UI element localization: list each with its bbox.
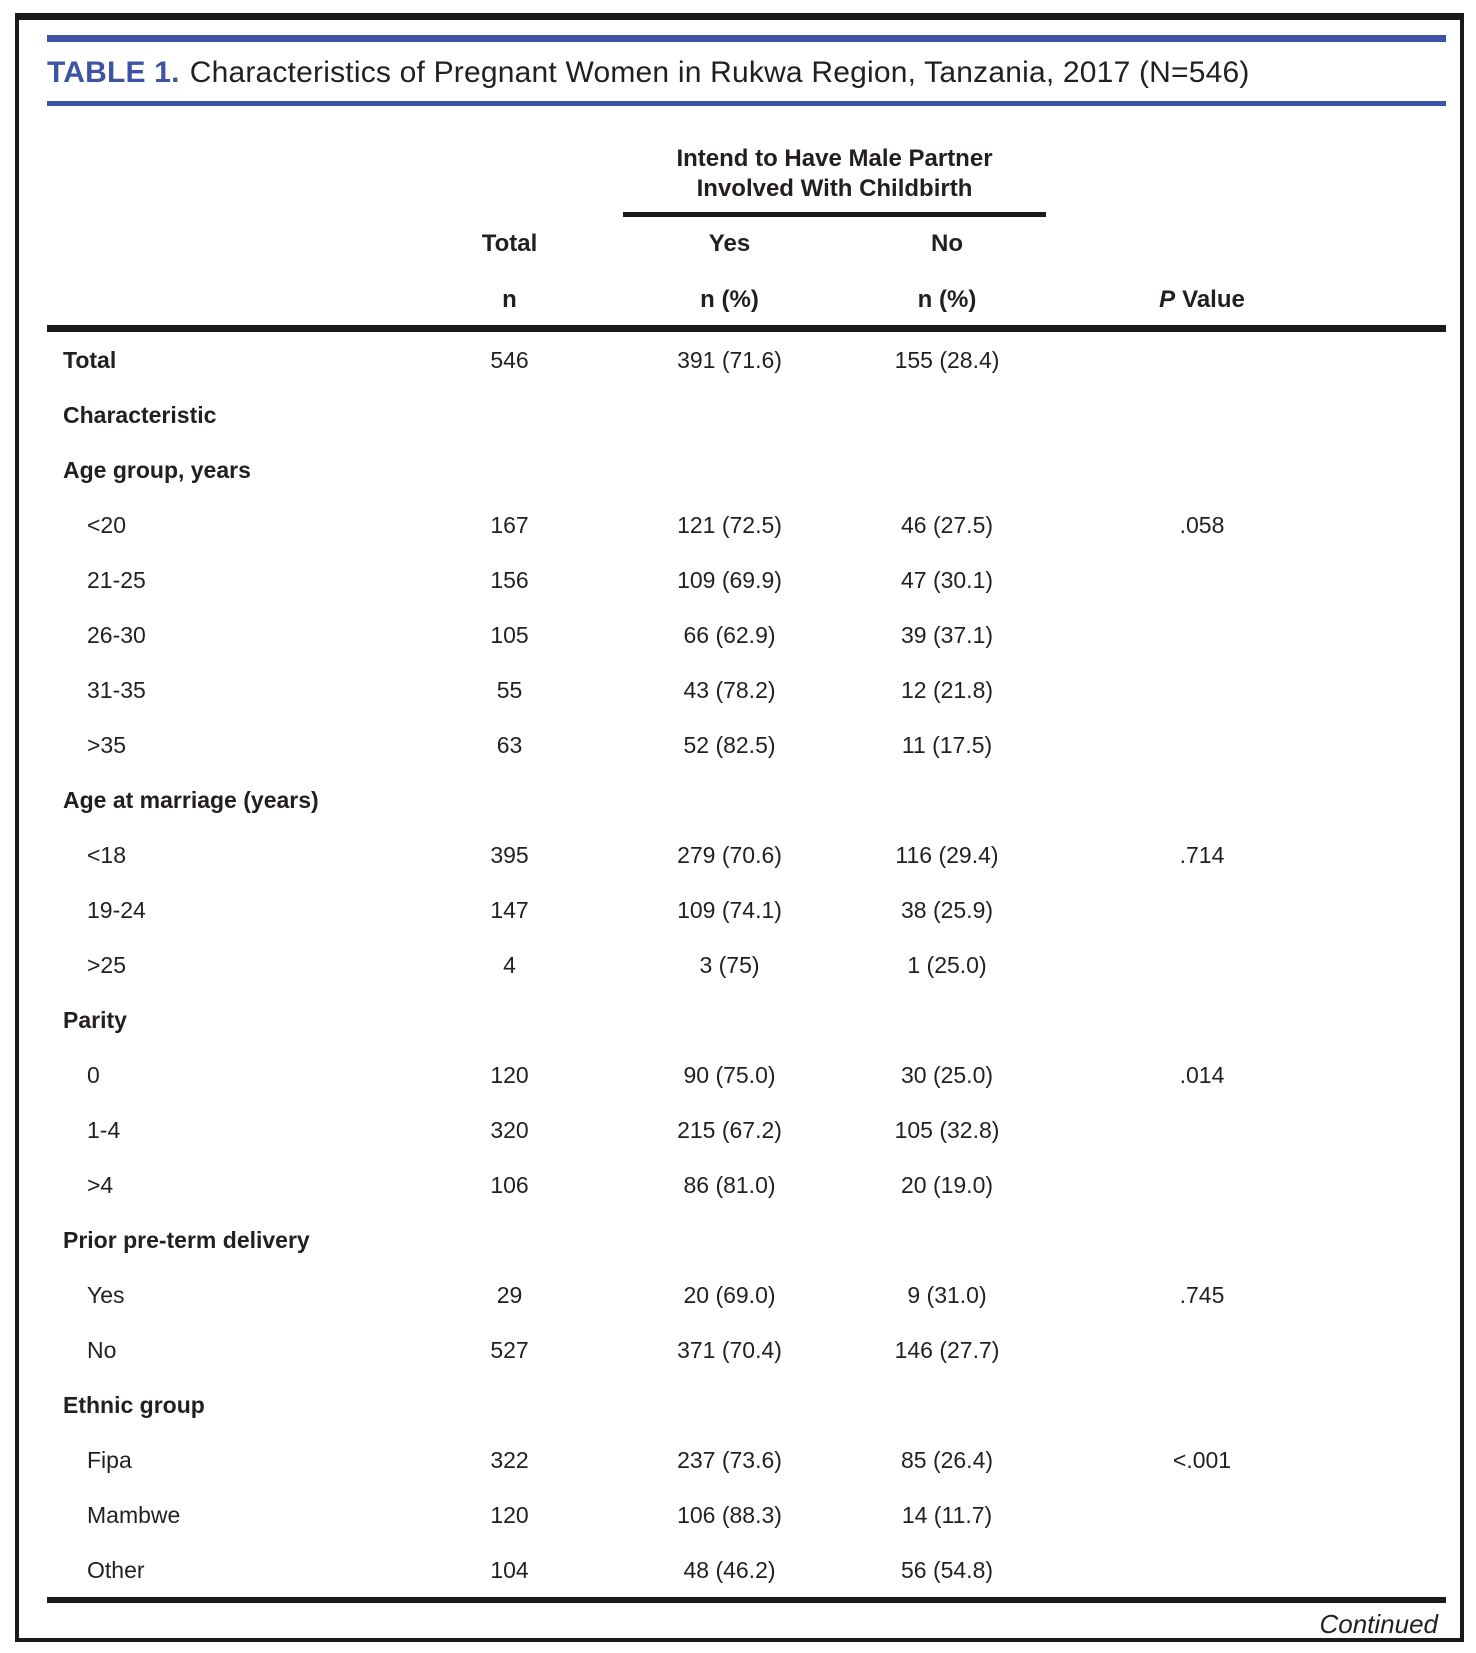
cell-no-n-pct: 116 (29.4) <box>895 841 999 868</box>
table-row <box>47 497 1446 552</box>
cell-yes-n-pct: 66 (62.9) <box>683 621 776 648</box>
cell-total-n: 156 <box>490 566 529 593</box>
cell-total-n: 546 <box>490 346 529 373</box>
table-content <box>19 35 1446 1639</box>
cell-total-n: 120 <box>490 1501 529 1528</box>
header-no: No <box>931 230 963 257</box>
cell-yes-n-pct: 3 (75) <box>699 951 760 978</box>
cell-no-n-pct: 56 (54.8) <box>900 1556 994 1583</box>
row-label: >4 <box>87 1171 114 1198</box>
cell-total-n: 322 <box>490 1446 529 1473</box>
cell-no-n-pct: 20 (19.0) <box>900 1171 994 1198</box>
table-row <box>47 1267 1446 1322</box>
header-total-n: n <box>502 286 517 313</box>
cell-p-value: <.001 <box>1172 1446 1232 1473</box>
table-row <box>47 1047 1446 1102</box>
cell-no-n-pct: 38 (25.9) <box>900 896 994 923</box>
row-label: Yes <box>87 1281 125 1308</box>
cell-total-n: 320 <box>490 1116 529 1143</box>
row-label: 1-4 <box>87 1116 121 1143</box>
cell-no-n-pct: 11 (17.5) <box>901 731 993 758</box>
row-label: Fipa <box>87 1446 132 1473</box>
cell-yes-n-pct: 109 (74.1) <box>677 896 782 923</box>
row-label: Ethnic group <box>63 1391 205 1418</box>
table-bottom-rule <box>47 1597 1446 1603</box>
row-label: >25 <box>87 951 127 978</box>
table-row <box>47 607 1446 662</box>
header-p-value <box>1052 285 1352 315</box>
cell-total-n: 147 <box>490 896 529 923</box>
header-yes: Yes <box>708 230 751 257</box>
cell-yes-n-pct: 106 (88.3) <box>677 1501 782 1528</box>
table-row <box>47 992 1446 1047</box>
row-label: Mambwe <box>87 1501 181 1528</box>
cell-total-n: 395 <box>490 841 529 868</box>
continued-note: Continued <box>1319 1609 1438 1639</box>
cell-no-n-pct: 9 (31.0) <box>907 1281 987 1308</box>
row-label: Total <box>63 346 117 373</box>
cell-total-n: 29 <box>496 1281 523 1308</box>
span-header-line2: Involved With Childbirth <box>696 175 973 202</box>
table-row <box>47 1377 1446 1432</box>
row-label: 26-30 <box>87 621 146 648</box>
cell-p-value: .058 <box>1179 511 1225 538</box>
column-header-row-2 <box>47 285 1446 315</box>
column-header-row-1 <box>47 229 1446 259</box>
header-divider-rule <box>47 325 1446 332</box>
cell-total-n: 55 <box>496 676 523 703</box>
row-label: 21-25 <box>87 566 146 593</box>
table-body <box>47 332 1446 1597</box>
table-row <box>47 772 1446 827</box>
table-card <box>15 13 1464 1642</box>
row-label: <18 <box>87 841 127 868</box>
cell-total-n: 106 <box>490 1171 529 1198</box>
cell-yes-n-pct: 52 (82.5) <box>683 731 776 758</box>
table-title-text: Characteristics of Pregnant Women in Rukwa Region, Tanzania, 2017 (N=546) <box>189 56 1250 89</box>
cell-yes-n-pct: 90 (75.0) <box>683 1061 776 1088</box>
span-header-text <box>617 144 1052 204</box>
table-number-label: TABLE 1. <box>47 56 180 89</box>
cell-yes-n-pct: 391 (71.6) <box>677 346 782 373</box>
table-row <box>47 1212 1446 1267</box>
cell-total-n: 120 <box>490 1061 529 1088</box>
header-total: Total <box>481 230 538 257</box>
table-row <box>47 937 1446 992</box>
table-row <box>47 1102 1446 1157</box>
row-label: >35 <box>87 731 127 758</box>
span-header-rule <box>623 212 1046 217</box>
cell-no-n-pct: 155 (28.4) <box>894 346 1000 373</box>
cell-p-value: .745 <box>1179 1281 1225 1308</box>
cell-yes-n-pct: 43 (78.2) <box>683 676 776 703</box>
cell-yes-n-pct: 279 (70.6) <box>677 841 782 868</box>
cell-no-n-pct: 47 (30.1) <box>900 566 994 593</box>
cell-yes-n-pct: 48 (46.2) <box>683 1556 776 1583</box>
cell-no-n-pct: 146 (27.7) <box>894 1336 1000 1363</box>
cell-total-n: 167 <box>490 511 529 538</box>
table-row <box>47 552 1446 607</box>
row-label: Prior pre-term delivery <box>63 1226 310 1253</box>
row-label: No <box>87 1336 117 1363</box>
cell-no-n-pct: 30 (25.0) <box>900 1061 994 1088</box>
table-row <box>47 827 1446 882</box>
cell-no-n-pct: 12 (21.8) <box>900 676 994 703</box>
table-row <box>47 442 1446 497</box>
cell-total-n: 4 <box>503 951 516 978</box>
table-row <box>47 1432 1446 1487</box>
row-label: <20 <box>87 511 127 538</box>
cell-total-n: 104 <box>490 1556 529 1583</box>
span-header-line1: Intend to Have Male Partner <box>676 145 993 172</box>
span-header-row <box>47 144 1446 217</box>
table-row <box>47 717 1446 772</box>
cell-yes-n-pct: 109 (69.9) <box>677 566 782 593</box>
table-row <box>47 1542 1446 1597</box>
table-row <box>47 332 1446 387</box>
cell-total-n: 105 <box>490 621 529 648</box>
table-row <box>47 1487 1446 1542</box>
row-label: 31-35 <box>87 676 146 703</box>
cell-yes-n-pct: 237 (73.6) <box>677 1446 782 1473</box>
table-row <box>47 882 1446 937</box>
cell-yes-n-pct: 371 (70.4) <box>677 1336 782 1363</box>
row-label: Parity <box>63 1006 127 1033</box>
table-row <box>47 387 1446 442</box>
cell-p-value: .714 <box>1179 841 1225 868</box>
row-label: Other <box>87 1556 145 1583</box>
cell-yes-n-pct: 86 (81.0) <box>683 1171 776 1198</box>
cell-no-n-pct: 39 (37.1) <box>900 621 994 648</box>
header-no-n-pct: n (%) <box>917 286 977 313</box>
cell-yes-n-pct: 121 (72.5) <box>677 511 782 538</box>
span-header-cell <box>617 144 1052 217</box>
title-bottom-rule <box>47 101 1446 106</box>
table-row <box>47 1322 1446 1377</box>
row-label: 19-24 <box>87 896 146 923</box>
header-p-value-rest: Value <box>1182 286 1245 313</box>
row-label: Age group, years <box>63 456 251 483</box>
table-row <box>47 1157 1446 1212</box>
header-p-value-p: P <box>1159 286 1176 313</box>
cell-yes-n-pct: 20 (69.0) <box>683 1281 776 1308</box>
row-label: 0 <box>87 1061 100 1088</box>
title-top-rule <box>47 35 1446 42</box>
header-yes-n-pct: n (%) <box>700 286 759 313</box>
table-row <box>47 662 1446 717</box>
cell-no-n-pct: 14 (11.7) <box>901 1501 993 1528</box>
cell-yes-n-pct: 215 (67.2) <box>677 1116 782 1143</box>
cell-p-value: .014 <box>1179 1061 1225 1088</box>
cell-no-n-pct: 85 (26.4) <box>900 1446 994 1473</box>
cell-total-n: 63 <box>496 731 523 758</box>
table-title <box>47 54 1446 92</box>
row-label: Age at marriage (years) <box>63 786 319 813</box>
row-label: Characteristic <box>63 401 217 428</box>
cell-total-n: 527 <box>490 1336 529 1363</box>
cell-no-n-pct: 1 (25.0) <box>907 951 987 978</box>
cell-no-n-pct: 105 (32.8) <box>894 1116 1000 1143</box>
cell-no-n-pct: 46 (27.5) <box>900 511 994 538</box>
